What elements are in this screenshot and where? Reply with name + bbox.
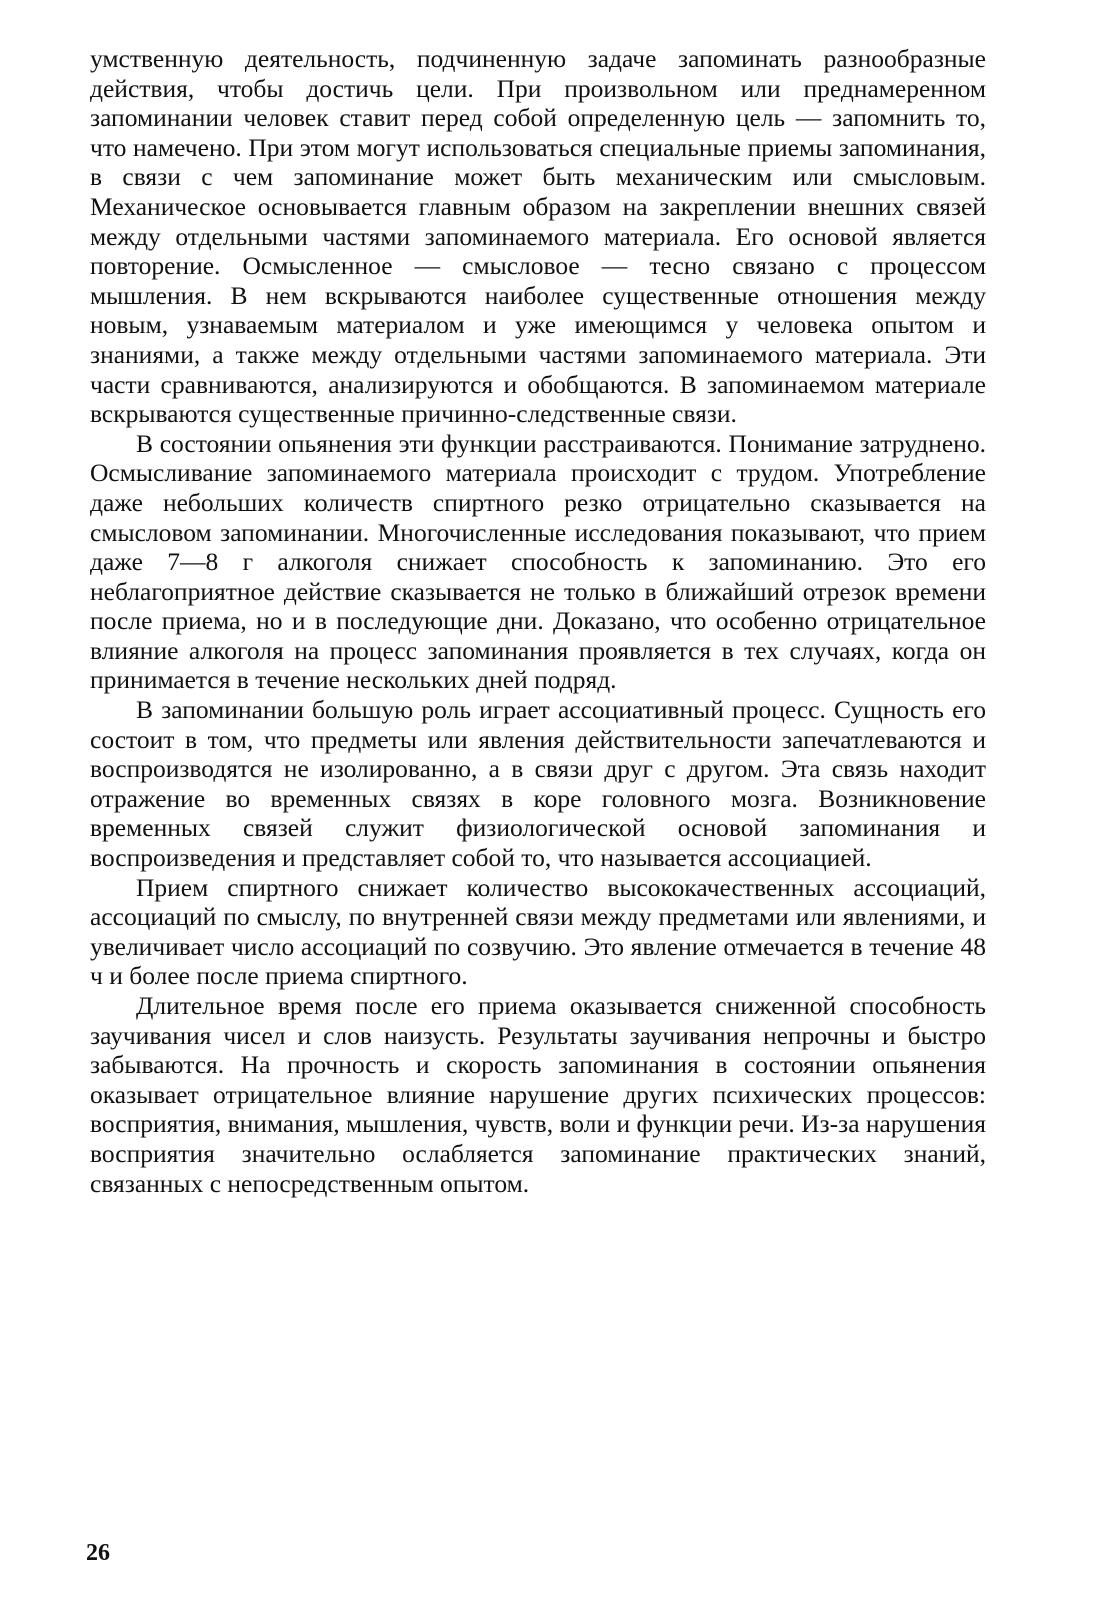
paragraph-1: умственную деятельность, подчиненную задаче запоминать разнообразные действия, чтобы достичь цели. При произвольном или преднамеренном запоминании человек ставит перед собой определенную цель — запомнить то, что намечено. При этом могут использоваться специальные приемы запоминания, в связи с чем запоминание может быть механическим или смысловым. Механическое основывается главным образом на закреплении внешних связей между отдельными частями запоминаемого материала. Его основой является повторение. Осмысленное — смысловое — тесно связано с процессом мышления. В нем вскрываются наиболее существенные отношения между новым, узнаваемым материалом и уже имеющимся у человека опытом и знаниями, а также между отдельными частями запоминаемого материала. Эти части сравниваются, анализируются и обобщаются. В запоминаемом материале вскрываются существенные причинно-следственные связи. xyxy=(90,44,986,429)
paragraph-2: В состоянии опьянения эти функции расстраиваются. Понимание затруднено. Осмысливание запоминаемого материала происходит с трудом. Употребление даже небольших количеств спиртного резко отрицательно сказывается на смысловом запоминании. Многочисленные исследования показывают, что прием даже 7—8 г алкоголя снижает способность к запоминанию. Это его неблагоприятное действие сказывается не только в ближайший отрезок времени после приема, но и в последующие дни. Доказано, что особенно отрицательное влияние алкоголя на процесс запоминания проявляется в тех случаях, когда он принимается в течение нескольких дней подряд. xyxy=(90,428,986,695)
paragraph-3: В запоминании большую роль играет ассоциативный процесс. Сущность его состоит в том, что предметы или явления действительности запечатлеваются и воспроизводятся не изолированно, а в связи друг с другом. Эта связь находит отражение во временных связях в коре головного мозга. Возникновение временных связей служит физиологической основой запоминания и воспроизведения и представляет собой то, что называется ассоциацией. xyxy=(90,695,986,873)
body-text xyxy=(90,44,986,1198)
paragraph-5: Длительное время после его приема оказывается сниженной способность заучивания чисел и слов наизусть. Результаты заучивания непрочны и быстро забываются. На прочность и скорость запоминания в состоянии опьянения оказывает отрицательное влияние нарушение других психических процессов: восприятия, внимания, мышления, чувств, воли и функции речи. Из-за нарушения восприятия значительно ослабляется запоминание практических знаний, связанных с непосредственным опытом. xyxy=(90,991,986,1198)
page-number: 26 xyxy=(86,1540,110,1566)
paragraph-4: Прием спиртного снижает количество высококачественных ассоциаций, ассоциаций по смыслу, по внутренней связи между предметами или явлениями, и увеличивает число ассоциаций по созвучию. Это явление отмечается в течение 48 ч и более после приема спиртного. xyxy=(90,872,986,991)
